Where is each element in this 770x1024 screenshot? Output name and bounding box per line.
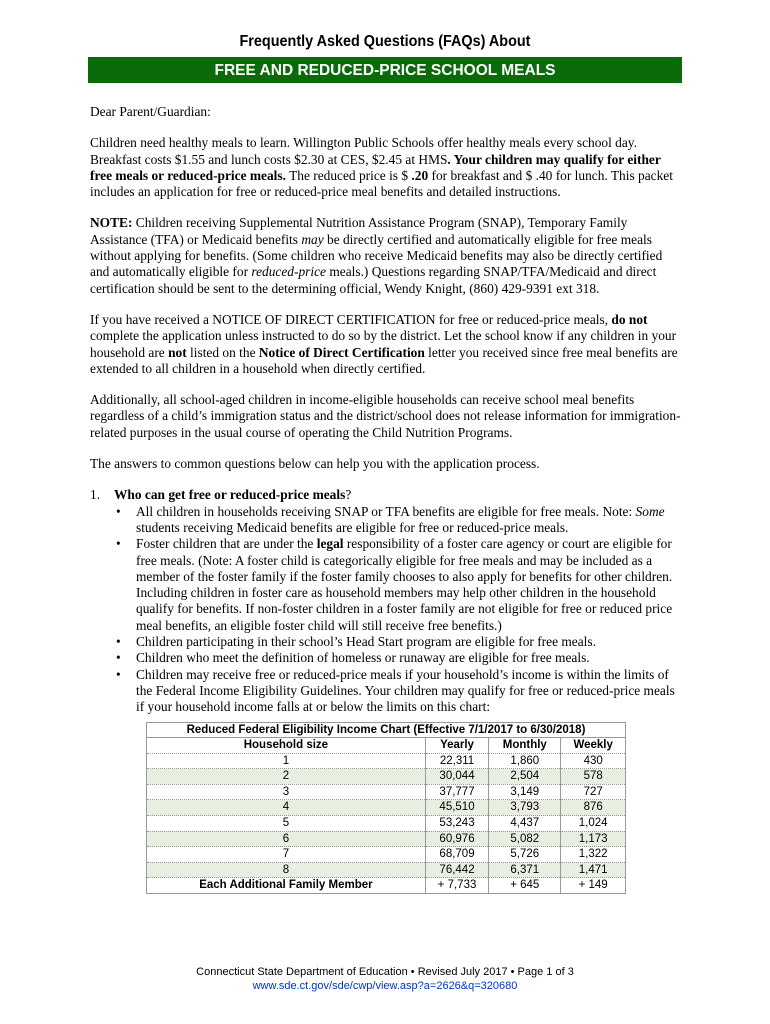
table-cell: 22,311: [425, 753, 488, 769]
table-cell: 6,371: [489, 862, 561, 878]
table-cell: 37,777: [425, 784, 488, 800]
text-segment: Children participating in their school’s Head Start program are eligible for free meals.: [136, 634, 596, 650]
paragraph: [90, 456, 682, 472]
text-segment: listed on the: [186, 344, 259, 360]
text-segment: reduced-price: [251, 264, 326, 280]
column-header: Household size: [147, 738, 426, 754]
table-cell: 3,793: [489, 800, 561, 816]
text-segment: If you have received a NOTICE OF DIRECT CERTIFICATION for free or reduced-price meals,: [90, 311, 612, 327]
table-cell: 68,709: [425, 847, 488, 863]
footer-text: Connecticut State Department of Education • Revised July 2017 • Page 1 of 3: [196, 966, 574, 978]
list-item: [136, 667, 682, 716]
table-cell: 5: [147, 816, 426, 832]
text-segment: ?: [345, 487, 352, 503]
list-item: [136, 650, 682, 666]
document-body: [90, 104, 682, 894]
text-segment: not: [168, 344, 187, 360]
text-segment: NOTE:: [90, 215, 133, 231]
paragraph: [90, 392, 682, 441]
table-cell: 30,044: [425, 769, 488, 785]
table-cell: 4,437: [489, 816, 561, 832]
table-cell: 3,149: [489, 784, 561, 800]
column-header: Weekly: [561, 738, 626, 754]
text-segment: Children need healthy meals to learn. Willington Public Schools offer healthy meals every school day. Breakfast costs $1.55 and lunch costs $2.30 at CES, $2.45 at HMS: [90, 135, 637, 167]
paragraph: [90, 104, 682, 120]
column-header: Monthly: [489, 738, 561, 754]
table-cell: 45,510: [425, 800, 488, 816]
table-row: [147, 753, 626, 769]
text-segment: responsibility of a foster care agency or court are eligible for free meals. (Note: A foster child is categorically eligible for free meals and may be included as a member of the foster family if the foster family chooses to also apply for benefits for other children. Including children in foster care as household members may help other children in the household qualify for benefits. If non-foster children in a foster family are not eligible for free or reduced price meal benefits, an eligible foster child will still receive free benefits.): [136, 536, 673, 633]
table-row: [147, 769, 626, 785]
list-item: [136, 504, 682, 537]
table-cell: 53,243: [425, 816, 488, 832]
table-cell: 5,082: [489, 831, 561, 847]
table-cell: 1,024: [561, 816, 626, 832]
text-segment: Children may receive free or reduced-price meals if your household’s income is within the limits of the Federal Income Eligibility Guidelines. Your children may qualify for free or reduced-price meals if your household income falls at or below the limits on this chart:: [136, 666, 675, 715]
text-segment: may: [301, 231, 324, 247]
table-cell: 7: [147, 847, 426, 863]
table-cell: 727: [561, 784, 626, 800]
question-1: [90, 487, 682, 503]
text-segment: meals.) Questions regarding SNAP/TFA/Medicaid and direct certification should be sent to the determining official, Wendy Knight, (860) 429-9391 ext 318.: [90, 264, 657, 296]
list-item: [136, 634, 682, 650]
table-cell: 1,860: [489, 753, 561, 769]
table-row: [147, 816, 626, 832]
page-footer: [0, 965, 770, 993]
table-cell: 430: [561, 753, 626, 769]
income-eligibility-table: [146, 722, 626, 895]
text-segment: .20: [411, 167, 429, 183]
page-title: Frequently Asked Questions (FAQs) About: [239, 33, 531, 50]
table-row: [147, 862, 626, 878]
text-segment: Foster children that are under the: [136, 536, 317, 552]
text-segment: do not: [611, 311, 648, 327]
text-segment: students receiving Medicaid benefits are eligible for free or reduced-price meals.: [136, 519, 569, 535]
table-cell: 2: [147, 769, 426, 785]
column-header: Yearly: [425, 738, 488, 754]
table-row: [147, 847, 626, 863]
paragraph: [90, 312, 682, 377]
text-segment: Children who meet the definition of homeless or runaway are eligible for free meals.: [136, 650, 590, 666]
text-segment: letter you received since free meal benefits are extended to all children in a household when directly certified.: [90, 344, 678, 376]
table-cell: 3: [147, 784, 426, 800]
answer-list: [90, 504, 682, 716]
footer-link[interactable]: www.sde.ct.gov/sde/cwp/view.asp?a=2626&q=320680: [252, 980, 518, 992]
table-cell: 1: [147, 753, 426, 769]
text-segment: The reduced price is $: [285, 167, 412, 183]
table-cell: 5,726: [489, 847, 561, 863]
table-cell: + 149: [561, 878, 626, 894]
text-segment: The answers to common questions below can help you with the application process.: [90, 456, 540, 472]
table-row: [147, 831, 626, 847]
table-caption: Reduced Federal Eligibility Income Chart (Effective 7/1/2017 to 6/30/2018): [147, 722, 626, 738]
table-cell: 76,442: [425, 862, 488, 878]
text-segment: Children receiving Supplemental Nutrition Assistance Program (SNAP), Temporary Family Assistance (TFA) or Medicaid benefits: [90, 215, 628, 247]
table-cell: 1,322: [561, 847, 626, 863]
text-segment: legal: [316, 536, 344, 552]
text-segment: Dear Parent/Guardian:: [90, 104, 211, 119]
table-row: [147, 784, 626, 800]
text-segment: for breakfast and $ .40 for lunch. This packet includes an application for free or reduced-price meal benefits and detailed instructions.: [90, 167, 673, 200]
table-row: [147, 800, 626, 816]
list-item: [136, 536, 682, 634]
title-banner: FREE AND REDUCED-PRICE SCHOOL MEALS: [88, 57, 682, 83]
text-segment: All children in households receiving SNAP or TFA benefits are eligible for free meals. Note:: [136, 503, 636, 519]
question-number: 1.: [90, 487, 101, 503]
text-segment: . Your children may qualify for either free meals or reduced-price meals.: [90, 151, 661, 183]
table-cell: 876: [561, 800, 626, 816]
text-segment: Additionally, all school-aged children in income-eligible households can receive school meal benefits regardless of a child’s immigration status and the district/school does not release information for immigration-related purposes in the usual course of operating the Child Nutrition Programs.: [90, 392, 681, 440]
paragraphs: [90, 104, 682, 472]
table-cell: 578: [561, 769, 626, 785]
table-row: [147, 878, 626, 894]
question-text: [114, 487, 351, 503]
table-cell: 6: [147, 831, 426, 847]
text-segment: Who can get free or reduced-price meals: [114, 487, 346, 503]
text-segment: Some: [635, 503, 665, 519]
table-cell: + 7,733: [425, 878, 488, 894]
text-segment: be directly certified and automatically eligible for free meals without applying for benefits. (Some children who receive Medicaid benefits may also be directly certified and automatically eligible for: [90, 231, 663, 280]
text-segment: complete the application unless instructed to do so by the district. Let the school know if any children in your household are: [90, 328, 677, 360]
paragraph: [90, 135, 682, 200]
table-cell: + 645: [489, 878, 561, 894]
paragraph: [90, 215, 682, 296]
table-cell: 60,976: [425, 831, 488, 847]
table-cell: Each Additional Family Member: [147, 878, 426, 894]
table-cell: 1,471: [561, 862, 626, 878]
table-cell: 2,504: [489, 769, 561, 785]
table-cell: 4: [147, 800, 426, 816]
table-cell: 1,173: [561, 831, 626, 847]
text-segment: Notice of Direct Certification: [258, 344, 425, 360]
table-cell: 8: [147, 862, 426, 878]
